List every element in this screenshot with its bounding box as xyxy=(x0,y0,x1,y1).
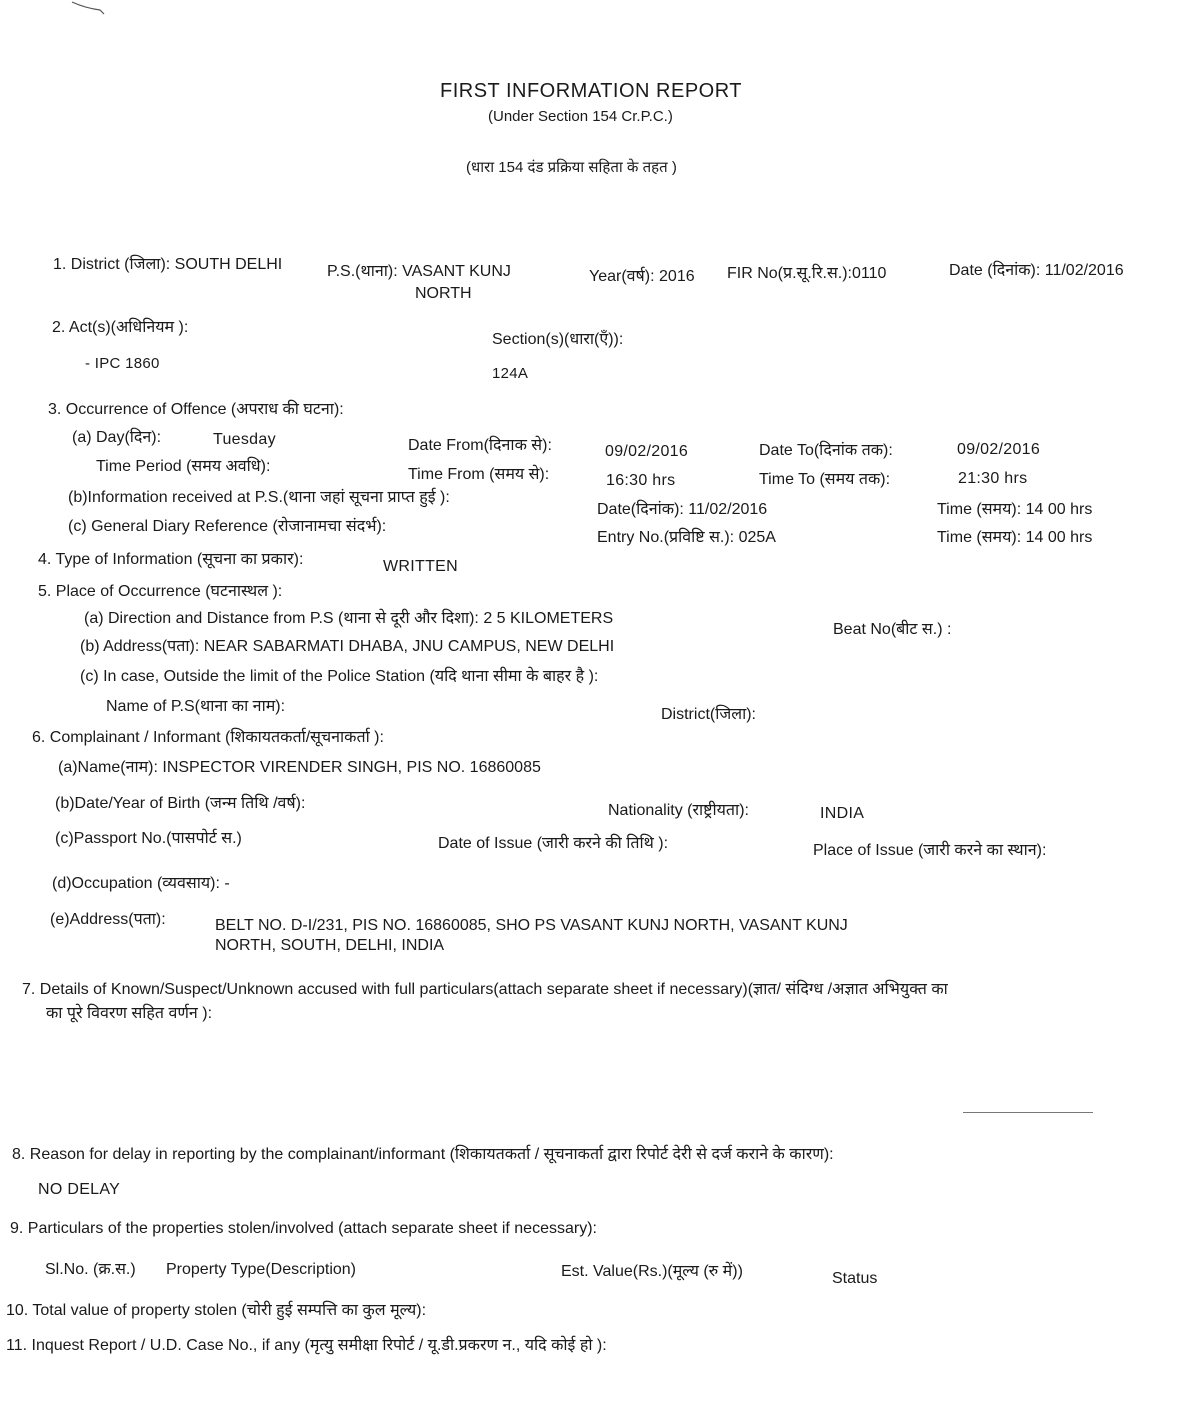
delay-reason-value: NO DELAY xyxy=(38,1181,121,1198)
info-type-label: 4. Type of Information (सूचना का प्रकार): xyxy=(38,551,304,568)
fir-number-field: FIR No(प्र.सू.रि.स.):0110 xyxy=(727,265,887,282)
outside-limit-label: (c) In case, Outside the limit of the Police Station (यदि थाना सीमा के बाहर है ): xyxy=(80,668,599,685)
complainant-address-line1: BELT NO. D-I/231, PIS NO. 16860085, SHO PS VASANT KUNJ NORTH, VASANT KUNJ xyxy=(215,917,848,934)
column-status: Status xyxy=(832,1270,878,1287)
place-heading: 5. Place of Occurrence (घटनास्थल ): xyxy=(38,583,283,600)
inquest-report-label: 11. Inquest Report / U.D. Case No., if any (मृत्यु समीक्षा रिपोर्ट / यू.डी.प्रकरण न., यदि कोई हो ): xyxy=(6,1337,607,1354)
report-subtitle: (Under Section 154 Cr.P.C.) xyxy=(488,108,673,125)
day-label: (a) Day(दिन): xyxy=(72,429,162,446)
occurrence-heading: 3. Occurrence of Offence (अपराध की घटना): xyxy=(48,401,344,418)
blank-line xyxy=(963,1112,1093,1113)
total-value-label: 10. Total value of property stolen (चोरी हुई सम्पत्ति का कुल मूल्य): xyxy=(6,1302,427,1319)
date-from-label: Date From(दिनाक से): xyxy=(408,437,552,454)
section-value: 124A xyxy=(492,365,529,382)
police-station-field: P.S.(थाना): VASANT KUNJ xyxy=(327,263,511,280)
column-property-type: Property Type(Description) xyxy=(166,1261,356,1278)
year-field: Year(वर्ष): 2016 xyxy=(589,268,695,285)
general-diary-time: Time (समय): 14 00 hrs xyxy=(937,529,1093,546)
nationality-value: INDIA xyxy=(820,805,865,822)
beat-number: Beat No(बीट स.) : xyxy=(833,621,952,638)
outside-ps-name: Name of P.S(थाना का नाम): xyxy=(106,698,286,715)
info-received-time: Time (समय): 14 00 hrs xyxy=(937,501,1093,518)
complainant-address-label: (e)Address(पता): xyxy=(50,911,166,928)
general-diary-entry: Entry No.(प्रविष्टि स.): 025A xyxy=(597,529,776,546)
complainant-dob: (b)Date/Year of Birth (जन्म तिथि /वर्ष): xyxy=(55,795,306,812)
outside-district: District(जिला): xyxy=(661,706,756,723)
general-diary-label: (c) General Diary Reference (रोजानामचा संदर्भ): xyxy=(68,518,387,535)
passport-label: (c)Passport No.(पासपोर्ट स.) xyxy=(55,830,242,847)
place-address: (b) Address(पता): NEAR SABARMATI DHABA, JNU CAMPUS, NEW DELHI xyxy=(80,638,615,655)
time-from-value: 16:30 hrs xyxy=(606,472,676,489)
accused-details-label-line2: का पूरे विवरण सहित वर्णन ): xyxy=(46,1005,213,1022)
time-from-label: Time From (समय से): xyxy=(408,466,550,483)
issue-place-label: Place of Issue (जारी करने का स्थान): xyxy=(813,842,1047,859)
sections-label: Section(s)(धारा(एँ)): xyxy=(492,331,624,348)
info-received-label: (b)Information received at P.S.(थाना जहां सूचना प्राप्त हुई ): xyxy=(68,489,450,506)
column-sl-no: Sl.No. (क्र.स.) xyxy=(45,1261,136,1278)
info-type-value: WRITTEN xyxy=(383,558,458,575)
report-title: FIRST INFORMATION REPORT xyxy=(440,80,743,102)
police-station-field-line2: NORTH xyxy=(415,285,472,302)
pen-mark-icon xyxy=(70,0,110,16)
date-from-value: 09/02/2016 xyxy=(605,443,689,460)
column-est-value: Est. Value(Rs.)(मूल्य (रु में)) xyxy=(561,1263,743,1280)
complainant-name: (a)Name(नाम): INSPECTOR VIRENDER SINGH, PIS NO. 16860085 xyxy=(58,759,541,776)
fir-date-field: Date (दिनांक): 11/02/2016 xyxy=(949,262,1124,279)
day-value: Tuesday xyxy=(213,431,276,448)
accused-details-label: 7. Details of Known/Suspect/Unknown accused with full particulars(attach separate sheet if necessary)(ज्ञात/ संदिग्ध /अज्ञात अभियुक्त का xyxy=(22,981,948,998)
district-field: 1. District (जिला): SOUTH DELHI xyxy=(53,256,283,273)
nationality-label: Nationality (राष्ट्रीयता): xyxy=(608,802,749,819)
direction-distance: (a) Direction and Distance from P.S (थाना से दूरी और दिशा): 2 5 KILOMETERS xyxy=(84,610,614,627)
occupation-field: (d)Occupation (व्यवसाय): - xyxy=(52,875,230,892)
issue-date-label: Date of Issue (जारी करने की तिथि ): xyxy=(438,835,669,852)
info-received-date: Date(दिनांक): 11/02/2016 xyxy=(597,501,768,518)
acts-label: 2. Act(s)(अधिनियम ): xyxy=(52,319,189,336)
properties-label: 9. Particulars of the properties stolen/involved (attach separate sheet if necessary): xyxy=(10,1220,597,1237)
time-to-value: 21:30 hrs xyxy=(958,470,1028,487)
date-to-label: Date To(दिनांक तक): xyxy=(759,442,893,459)
act-value: - IPC 1860 xyxy=(85,355,160,372)
delay-reason-label: 8. Reason for delay in reporting by the complainant/informant (शिकायतकर्ता / सूचनाकर्ता द्वारा रिपोर्ट देरी से दर्ज कराने के कारण): xyxy=(12,1146,834,1163)
complainant-heading: 6. Complainant / Informant (शिकायतकर्ता/सूचनाकर्ता ): xyxy=(32,729,384,746)
time-to-label: Time To (समय तक): xyxy=(759,471,891,488)
complainant-address-line2: NORTH, SOUTH, DELHI, INDIA xyxy=(215,937,445,954)
date-to-value: 09/02/2016 xyxy=(957,441,1041,458)
report-subtitle-hindi: (धारा 154 दंड प्रक्रिया सहिता के तहत ) xyxy=(466,159,677,176)
time-period-label: Time Period (समय अवधि): xyxy=(96,458,271,475)
